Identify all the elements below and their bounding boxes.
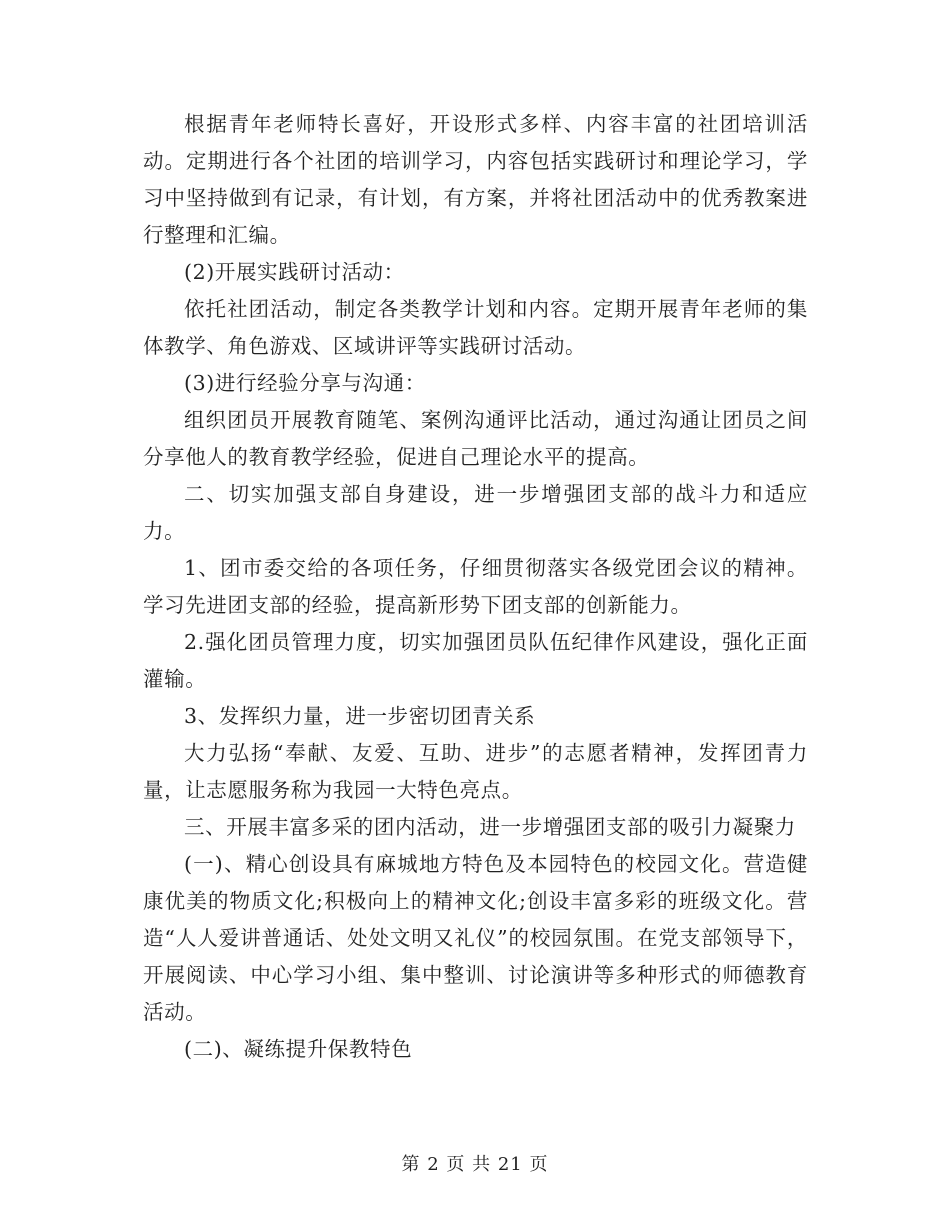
paragraph: (一)、精心创设具有麻城地方特色及本园特色的校园文化。营造健康优美的物质文化;积极向上的精神文化;创设丰富多彩的班级文化。营造“人人爱讲普通话、处处文明又礼仪”的校园氛围。在党支部领导下，开展阅读、中心学习小组、集中整训、讨论演讲等多种形式的师德教育活动。 xyxy=(143,852,808,1024)
paragraph: 根据青年老师特长喜好，开设形式多样、内容丰富的社团培训活动。定期进行各个社团的培训学习，内容包括实践研讨和理论学习，学习中坚持做到有记录，有计划，有方案，并将社团活动中的优秀教案进行整理和汇编。 xyxy=(143,112,808,247)
document-body xyxy=(143,106,808,1068)
subheading: (2)开展实践研讨活动： xyxy=(184,260,405,284)
subheading: (3)进行经验分享与沟通： xyxy=(184,371,426,395)
paragraph: 依托社团活动，制定各类教学计划和内容。定期开展青年老师的集体教学、角色游戏、区域讲评等实践研讨活动。 xyxy=(143,297,808,358)
section-heading: 三、开展丰富多采的团内活动，进一步增强团支部的吸引力凝聚力 xyxy=(184,815,796,839)
paragraph: 大力弘扬“奉献、友爱、互助、进步”的志愿者精神，发挥团青力量，让志愿服务称为我园一大特色亮点。 xyxy=(143,741,808,802)
subheading: 3、发挥织力量，进一步密切团青关系 xyxy=(184,704,536,728)
section-heading: 二、切实加强支部自身建设，进一步增强团支部的战斗力和适应力。 xyxy=(143,482,808,543)
subheading: (二)、凝练提升保教特色 xyxy=(184,1037,413,1061)
page-footer: 第 2 页 共 21 页 xyxy=(401,1154,549,1175)
paragraph: 1、团市委交给的各项任务，仔细贯彻落实各级党团会议的精神。学习先进团支部的经验，提高新形势下团支部的创新能力。 xyxy=(143,556,808,617)
paragraph: 2.强化团员管理力度，切实加强团员队伍纪律作风建设，强化正面灌输。 xyxy=(143,630,808,691)
paragraph: 组织团员开展教育随笔、案例沟通评比活动，通过沟通让团员之间分享他人的教育教学经验，促进自己理论水平的提高。 xyxy=(143,408,808,469)
